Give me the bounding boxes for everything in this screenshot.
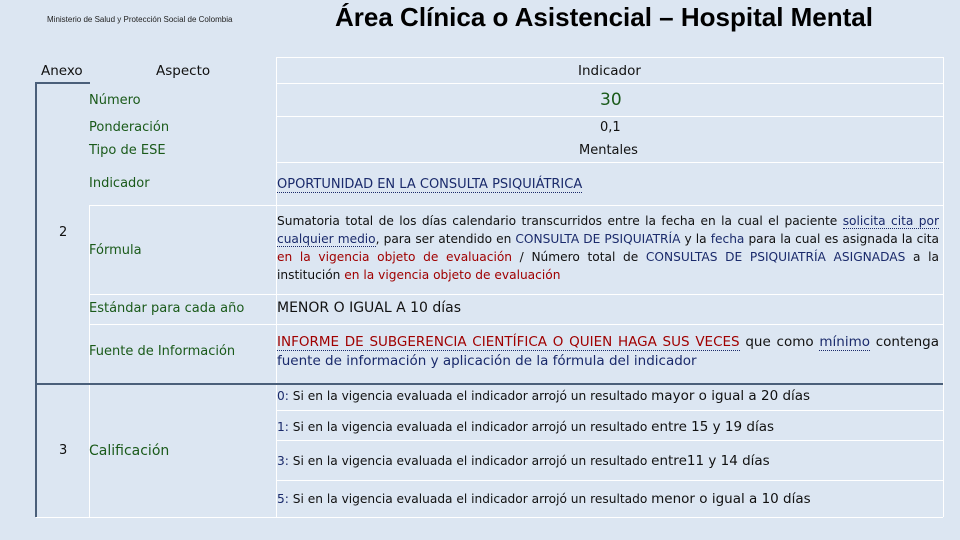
ministry-label: Ministerio de Salud y Protección Social de Colombia — [47, 15, 233, 24]
formula-part: , para ser atendido en — [375, 232, 516, 246]
formula-part: para la cual es asignada la cita — [744, 232, 940, 246]
value-formula — [277, 212, 939, 284]
grid-line — [35, 82, 37, 517]
formula-part: CONSULTA DE PSIQUIATRÍA — [515, 232, 681, 246]
value-tipo-ese: Mentales — [579, 143, 638, 158]
label-calificacion: Calificación — [89, 443, 170, 459]
score-bold: entre 15 y 19 días — [651, 419, 775, 435]
anexo-number-3: 3 — [59, 443, 68, 458]
label-indicador: Indicador — [89, 176, 150, 191]
formula-part: CONSULTAS DE PSIQUIATRÍA ASIGNADAS — [645, 250, 906, 264]
grid-line — [276, 57, 277, 517]
page-title: Área Clínica o Asistencial – Hospital Mental — [335, 2, 873, 32]
grid-line — [943, 57, 944, 517]
value-ponderacion: 0,1 — [600, 120, 621, 135]
label-tipo-ese: Tipo de ESE — [89, 143, 166, 158]
grid-line — [90, 294, 276, 295]
fuente-part: que como — [739, 334, 820, 350]
label-formula: Fórmula — [89, 243, 142, 258]
formula-part: fecha — [710, 232, 745, 246]
grid-line — [276, 57, 943, 58]
score: 3: — [277, 454, 289, 468]
score-text: Si en la vigencia evaluada el indicador arrojó un resultado — [288, 492, 652, 506]
score-text: Si en la vigencia evaluada el indicador arrojó un resultado — [288, 454, 652, 468]
grid-line — [276, 205, 943, 206]
grid-line — [276, 410, 943, 411]
formula-part: Sumatoria total de los días calendario transcurridos entre la fecha en la cual el paciente — [277, 214, 843, 228]
grid-line — [276, 116, 943, 117]
formula-part: / Número total de — [512, 250, 646, 264]
label-ponderacion: Ponderación — [89, 120, 170, 135]
score-bold: mayor o igual a 20 días — [651, 388, 811, 404]
anexo-number-2: 2 — [59, 225, 68, 240]
indicador-text: OPORTUNIDAD EN LA CONSULTA PSIQUIÁTRICA — [277, 177, 583, 192]
formula-part: en la vigencia objeto de evaluación — [344, 268, 561, 282]
label-estandar: Estándar para cada año — [89, 301, 245, 316]
score: 1: — [277, 420, 289, 434]
label-fuente: Fuente de Información — [89, 344, 236, 359]
label-numero: Número — [89, 93, 141, 108]
calificacion-item — [277, 453, 770, 469]
value-indicador — [277, 177, 582, 192]
fuente-part: contenga — [870, 334, 939, 350]
grid-line — [36, 82, 90, 84]
calificacion-item — [277, 419, 774, 435]
score-text: Si en la vigencia evaluada el indicador arrojó un resultado — [288, 420, 652, 434]
score-bold: entre11 y 14 días — [651, 453, 770, 469]
score-text: Si en la vigencia evaluada el indicador arrojó un resultado — [288, 389, 652, 403]
col-header-anexo: Anexo — [41, 63, 83, 79]
fuente-part: INFORME DE SUBGERENCIA CIENTÍFICA O QUIEN HAGA SUS VECES — [277, 334, 740, 350]
grid-line — [276, 480, 943, 481]
grid-line — [36, 517, 943, 518]
grid-line — [36, 383, 943, 385]
fuente-part: fuente de información y aplicación de la fórmula del indicador — [277, 353, 697, 369]
grid-line — [276, 162, 943, 163]
value-numero: 30 — [600, 90, 622, 110]
grid-line — [90, 324, 276, 325]
value-fuente — [277, 333, 939, 371]
col-header-indicador: Indicador — [578, 63, 641, 79]
score: 0: — [277, 389, 289, 403]
grid-line — [90, 205, 276, 206]
formula-part: en la vigencia objeto de evaluación — [277, 250, 513, 264]
score-bold: menor o igual a 10 días — [651, 491, 811, 507]
grid-line — [276, 440, 943, 441]
value-estandar: MENOR O IGUAL A 10 días — [277, 300, 462, 316]
grid-line — [276, 83, 943, 84]
grid-line — [276, 324, 943, 325]
grid-line — [276, 294, 943, 295]
formula-part: solicita cita por cualquier medio — [277, 214, 939, 246]
col-header-aspecto: Aspecto — [156, 63, 211, 79]
formula-part: y la — [680, 232, 711, 246]
calificacion-item — [277, 388, 810, 404]
score: 5: — [277, 492, 289, 506]
fuente-part: mínimo — [819, 334, 870, 350]
formula-part: a la institución — [277, 250, 939, 282]
calificacion-item — [277, 491, 811, 507]
